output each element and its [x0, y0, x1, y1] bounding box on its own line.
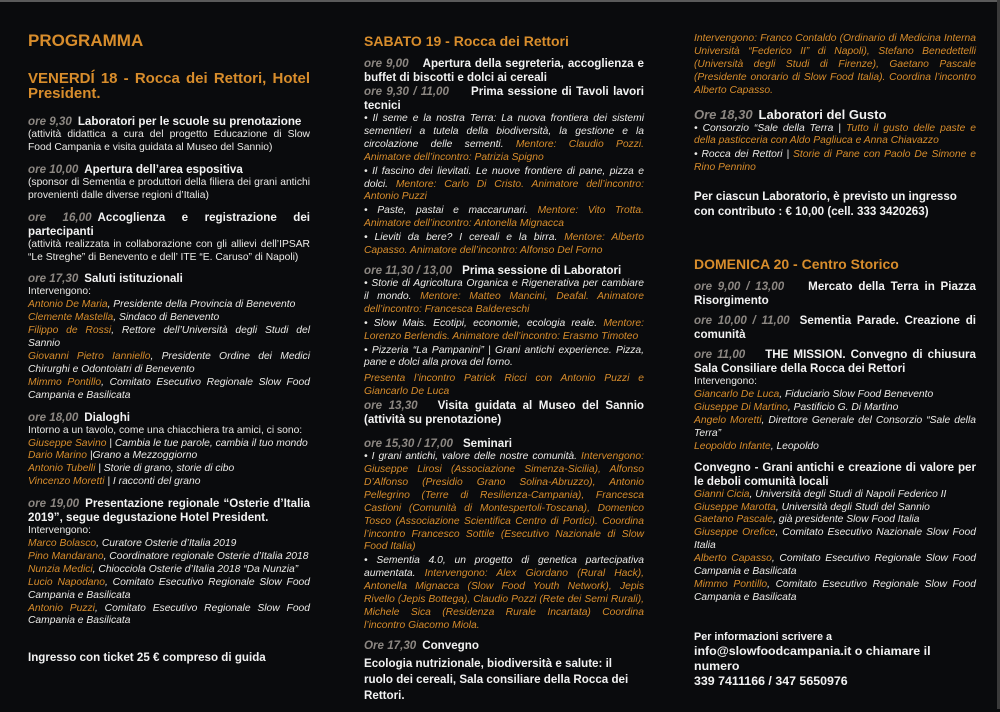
event: [364, 437, 644, 633]
speaker-role: , Coordinatore regionale Osterie d’Italia 2018: [103, 550, 309, 562]
event-time: ore 9,30 / 11,00: [364, 85, 449, 98]
convegno-subtitle: Ecologia nutrizionale, biodiversità e salute: il ruolo dei cereali, Sala consiliare della Rocca dei Rettori.: [364, 656, 629, 702]
event-time: ore 9,30: [28, 115, 72, 128]
session-topic: • I grani antichi, valore delle nostre comunità.: [364, 451, 582, 463]
event-time: ore 16,00: [28, 210, 92, 224]
speaker-name: Nunzia Medici: [28, 563, 93, 575]
speaker-name: Lucio Napodano: [28, 576, 105, 588]
lab-place: • Rocca dei Rettori |: [694, 149, 794, 161]
event-title: THE MISSION. Convegno di chiusura Sala Consiliare della Rocca dei Rettori: [694, 348, 976, 376]
speaker-name: Dario Marino: [28, 450, 87, 462]
speaker-name: Clemente Mastella: [28, 312, 114, 324]
event-time: ore 9,00 / 13,00: [694, 280, 785, 294]
speaker-name: Antonio Tubelli: [28, 463, 96, 475]
event-title: Visita guidata al Museo del Sannio (attività su prenotazione): [364, 399, 644, 427]
speaker-role: | I racconti del grano: [104, 476, 201, 488]
speaker: [28, 476, 310, 489]
session-people: Mentore: Alberto Capasso. Animatore dell’incontro: Alfonso Del Forno: [364, 232, 644, 257]
event-title: Presentazione regionale “Osterie d’Italia 2019”, segue degustazione Hotel President.: [28, 497, 310, 525]
event-description: (attività realizzata in collaborazione con gli allievi dell’IPSAR “Le Streghe” di Benevento e dell’ ITE “E. Caruso” di Napoli): [28, 238, 310, 263]
speaker-name: Gaetano Pascale: [694, 514, 773, 526]
event: [28, 115, 310, 155]
speaker: [694, 389, 976, 402]
speaker-role: , Fiduciario Slow Food Benevento: [779, 389, 934, 401]
session-item: [364, 166, 644, 205]
speaker-name: Giuseppe Marotta: [694, 501, 776, 513]
speaker-name: Giovanni Pietro Ianniello: [28, 350, 151, 362]
session-presenter: Presenta l’incontro Patrick Ricci con Antonio Puzzi e Giancarlo De Luca: [364, 373, 644, 398]
speaker: [694, 502, 976, 515]
session-topic: • Paste, pastai e maccarunari.: [364, 205, 538, 217]
session-people: Mentore: Matteo Mancini, Deafal. Animatore dell’incontro: Francesca Baldereschi: [364, 290, 644, 315]
top-border: [0, 0, 1000, 2]
event-title: Seminari: [462, 437, 512, 451]
event-title: Convegno - Grani antichi e creazione di valore per le deboli comunità locali: [694, 460, 976, 488]
event: [28, 497, 310, 628]
event-title: Laboratori per le scuole su prenotazione: [77, 115, 302, 128]
column-sunday: [694, 33, 976, 689]
event-title: Prima sessione di Laboratori: [462, 263, 622, 277]
speaker-name: Filippo de Rossi: [28, 325, 112, 337]
session-people: Intervengono: Alex Giordano (Rural Hack), Antonella Mignacca (Slow Food Youth Network), Jepis Rivello (Jepis Bottega), Claudio Pozzi (Rete dei Semi Rurali), Michele Sica (Residenza Rurale Incartata) Coordina l’incontro Giacomo Miola.: [364, 568, 644, 631]
speaker: [694, 489, 976, 502]
contact-info: [694, 631, 976, 689]
speaker-name: Giuseppe Orefice: [694, 527, 776, 539]
event-time: ore 18,00: [28, 410, 79, 424]
lab-item: [694, 123, 976, 149]
speaker-name: Antonio Puzzi: [28, 602, 95, 614]
speaker: [694, 415, 976, 441]
event: [694, 461, 976, 605]
speaker-name: Giancarlo De Luca: [694, 389, 780, 401]
event-time: Ore 18,30: [694, 106, 753, 122]
session-topic: • Il fascino dei lievitati. Le nuove frontiere di pane, pizza e dolci.: [364, 165, 644, 190]
lab-item: [694, 149, 976, 175]
event-time: ore 15,30 / 17,00: [364, 437, 453, 451]
session-people: Mentore: Claudio Pozzi. Animatore dell’incontro: Patrizia Spigno: [364, 138, 644, 163]
speaker-role: , Presidente Ordine dei Medici Chirurghi e Odontoiatri di Benevento: [28, 350, 310, 375]
event: [694, 348, 976, 453]
speaker-name: Mimmo Pontillo: [694, 578, 768, 590]
event: [364, 57, 644, 85]
event-time: ore 10,00 / 11,00: [694, 314, 790, 328]
speaker-name: Giuseppe Di Martino: [694, 401, 788, 413]
session-item: [364, 232, 644, 258]
speaker-role: , già presidente Slow Food Italia: [773, 514, 920, 526]
event-intro: Intorno a un tavolo, come una chiacchiera tra amici, ci sono:: [28, 424, 303, 436]
event-intro: Intervengono:: [28, 286, 91, 298]
speaker: [28, 603, 310, 629]
speaker: [28, 312, 310, 325]
speaker: [28, 551, 310, 564]
ticket-note: Ingresso con ticket 25 € compreso di guida: [28, 651, 266, 665]
column-saturday: [364, 33, 644, 712]
page-title: PROGRAMMA: [28, 31, 144, 50]
speaker-role: , Chiocciola Osterie d’Italia 2018 “Da Nunzia”: [92, 563, 299, 575]
speaker: [28, 577, 310, 603]
session-people: Mentore: Carlo Di Cristo. Animatore dell’incontro: Antonio Puzzi: [364, 178, 644, 203]
event-time: ore 11,00: [694, 348, 746, 362]
session-people: Mentore: Vito Trotta. Animatore dell’incontro: Antonella Mignacca: [364, 205, 645, 230]
event: [28, 211, 310, 265]
session-item: [364, 205, 644, 231]
speaker-name: Marco Bolasco: [28, 538, 97, 550]
event-intro: Intervengono:: [694, 376, 757, 388]
event-time: ore 17,30: [28, 272, 79, 286]
speaker-role: | Storie di grano, storie di cibo: [95, 463, 235, 475]
event-title: Dialoghi: [84, 410, 131, 424]
event: [694, 280, 976, 308]
speaker: [694, 553, 976, 579]
contact-intro: Per informazioni scrivere a: [694, 630, 833, 643]
day-heading-saturday: SABATO 19 - Rocca dei Rettori: [364, 33, 569, 49]
speaker: [694, 514, 976, 527]
day-heading-friday: VENERDÍ 18 - Rocca dei Rettori, Hotel President.: [28, 70, 310, 102]
speaker: [28, 538, 310, 551]
speaker-role: , Comitato Esecutivo Regionale Slow Food Campania e Basilicata: [28, 376, 310, 401]
event-title: Accoglienza e registrazione dei partecipanti: [28, 210, 310, 238]
session-people: Intervengono: Giuseppe Lirosi (Associazione Simenza-Sicilia), Alfonso D’Alfonso (Presidio Grano Solina-Abruzzo), Antonio Pellegrino (Terre di Resilienza-Campania), Francesca Castioni (Comunità di Montespertoli-Toscana), Domenico Tosco (Associazione Scientifica Centro di Portici). Coordina l’incontro Francesco Sottile (Esecutivo Nazionale di Slow Food Italia): [364, 451, 644, 553]
speaker-role: , Direttore Generale del Consorzio “Sale della Terra”: [694, 414, 976, 439]
speaker-role: , Curatore Osterie d’Italia 2019: [96, 538, 237, 550]
speaker: [28, 325, 310, 351]
speaker: [694, 441, 976, 454]
session-item: [364, 113, 644, 165]
speaker-role: , Sindaco di Benevento: [113, 312, 220, 324]
speaker: [28, 463, 310, 476]
speaker: [28, 351, 310, 377]
event-time: ore 10,00: [28, 162, 79, 176]
speaker-role: |Grano a Mezzoggiorno: [86, 450, 198, 462]
event: [28, 272, 310, 402]
speaker-name: Pino Mandarano: [28, 550, 104, 562]
speaker-role: , Comitato Esecutivo Nazionale Slow Food Italia: [694, 527, 976, 552]
speaker-role: , Comitato Esecutivo Regionale Slow Food Campania e Basilicata: [694, 553, 976, 578]
session-item: [364, 345, 644, 371]
speaker-name: Alberto Capasso: [694, 553, 772, 565]
session-topic: • Il seme e la nostra Terra: La nuova frontiera dei sistemi sementieri a tutela della biodiversità, la gestione e la circolazione delle sementi.: [364, 113, 644, 150]
speaker-name: Giuseppe Savino: [28, 437, 107, 449]
session-item: [364, 318, 644, 344]
speaker-name: Vincenzo Moretti: [28, 476, 105, 488]
event-time: ore 11,30 / 13,00: [364, 263, 453, 277]
event-intro: Intervengono:: [28, 525, 91, 537]
event-title: Convegno: [422, 638, 479, 652]
speaker-role: , Comitato Esecutivo Regionale Slow Food Campania e Basilicata: [694, 578, 976, 603]
event: [364, 639, 644, 704]
session-topic: • Sementia 4.0, un progetto di genetica partecipativa aumentata.: [364, 555, 644, 580]
speaker: [694, 527, 976, 553]
speaker: [28, 564, 310, 577]
session-topic: • Pizzeria “La Pampanini” | Grani antichi experience. Pizza, pane e dolci alla prova del forno.: [364, 344, 644, 369]
event-time: ore 13,30: [364, 399, 418, 413]
lab-note: Per ciascun Laboratorio, è previsto un ingresso con contributo : € 10,00 (cell. 333 3420263): [694, 190, 957, 219]
session-topic: • Slow Mais. Ecotipi, economie, ecologia reale.: [364, 317, 604, 329]
event-title: Prima sessione di Tavoli lavori tecnici: [364, 85, 644, 112]
event-title: Mercato della Terra in Piazza Risorgimento: [694, 280, 976, 308]
event-description: (sponsor di Sementia e produttori della filiera dei grani antichi provenienti dalle diverse regioni d’Italia): [28, 176, 310, 201]
speaker: [28, 299, 310, 312]
speaker-name: Gianni Cicia: [694, 488, 750, 500]
event: [28, 411, 310, 490]
lab-description: Tutto il gusto delle paste e della pasticceria con Aldo Pagliuca e Anna Chiavazzo: [694, 122, 976, 147]
speaker-name: Antonio De Maria: [28, 299, 108, 311]
speaker: [694, 579, 976, 605]
speaker-role: , Università degli Studi del Sannio: [775, 501, 930, 513]
convegno-speakers: Intervengono: Franco Contaldo (Ordinario di Medicina Interna Università “Federico II” di Napoli), Stefano Benedettelli (Università degli Studi di Firenze), Gaetano Pascale (Presidente onorario di Slow Food Italia). Coordina l’incontro Alberto Capasso.: [694, 33, 976, 96]
session-item: [364, 278, 644, 317]
event: [28, 163, 310, 203]
speaker: [28, 450, 310, 463]
speaker-role: , Presidente della Provincia di Benevento: [107, 299, 296, 311]
event-time: ore 9,00: [364, 57, 409, 70]
speaker-name: Leopoldo Infante: [694, 440, 771, 452]
contact-phone-line[interactable]: 339 7411166 / 347 5650976: [694, 673, 848, 688]
event-time: Ore 17,30: [364, 638, 417, 652]
speaker-role: , Comitato Esecutivo Regionale Slow Food Campania e Basilicata: [28, 602, 311, 627]
speaker-role: | Cambia le tue parole, cambia il tuo mondo: [106, 437, 308, 449]
speaker-role: , Pastificio G. Di Martino: [787, 401, 899, 413]
speaker-role: , Rettore dell’Università degli Studi del Sannio: [28, 325, 310, 350]
lab-description: Storie di Pane con Paolo De Simone e Rino Pennino: [694, 149, 976, 174]
session-people: Mentore: Lorenzo Berlendis. Animatore dell’incontro: Erasmo Timoteo: [364, 317, 644, 342]
session-topic: • Storie di Agricoltura Organica e Rigenerativa per cambiare il mondo.: [364, 277, 644, 302]
event-title: Sementia Parade. Creazione di comunità: [694, 314, 976, 342]
event: [694, 314, 976, 342]
speaker: [28, 438, 310, 451]
event-title: Saluti istituzionali: [84, 272, 183, 286]
session-item: [364, 451, 644, 554]
event: [364, 399, 644, 427]
event-title: Apertura della segreteria, accoglienza e buffet di biscotti e dolci ai cereali: [364, 57, 644, 84]
event: [694, 107, 976, 176]
contact-email-line[interactable]: info@slowfoodcampania.it o chiamare il numero: [694, 643, 931, 673]
day-heading-sunday: DOMENICA 20 - Centro Storico: [694, 256, 899, 273]
event-title: Laboratori del Gusto: [758, 106, 887, 122]
session-topic: • Lieviti da bere? I cereali e la birra.: [364, 232, 565, 244]
lab-place: • Consorzio “Sale della Terra |: [694, 122, 846, 134]
column-friday: [28, 31, 310, 665]
session-item: [364, 555, 644, 632]
event-time: ore 19,00: [28, 497, 80, 511]
speaker: [28, 377, 310, 403]
speaker: [694, 402, 976, 415]
speaker-role: , Comitato Esecutivo Regionale Slow Food Campania e Basilicata: [28, 576, 311, 601]
event: [364, 264, 644, 399]
speaker-role: , Leopoldo: [770, 440, 819, 452]
speaker-name: Mimmo Pontillo: [28, 376, 102, 388]
speaker-role: , Università degli Studi di Napoli Federico II: [749, 488, 947, 500]
speaker-name: Angelo Moretti: [694, 414, 762, 426]
event: [364, 85, 644, 258]
event-description: (attività didattica a cura del progetto Educazione di Slow Food Campania e visita guidata al Museo del Sannio): [28, 129, 310, 153]
event-title: Apertura dell’area espositiva: [84, 162, 243, 176]
